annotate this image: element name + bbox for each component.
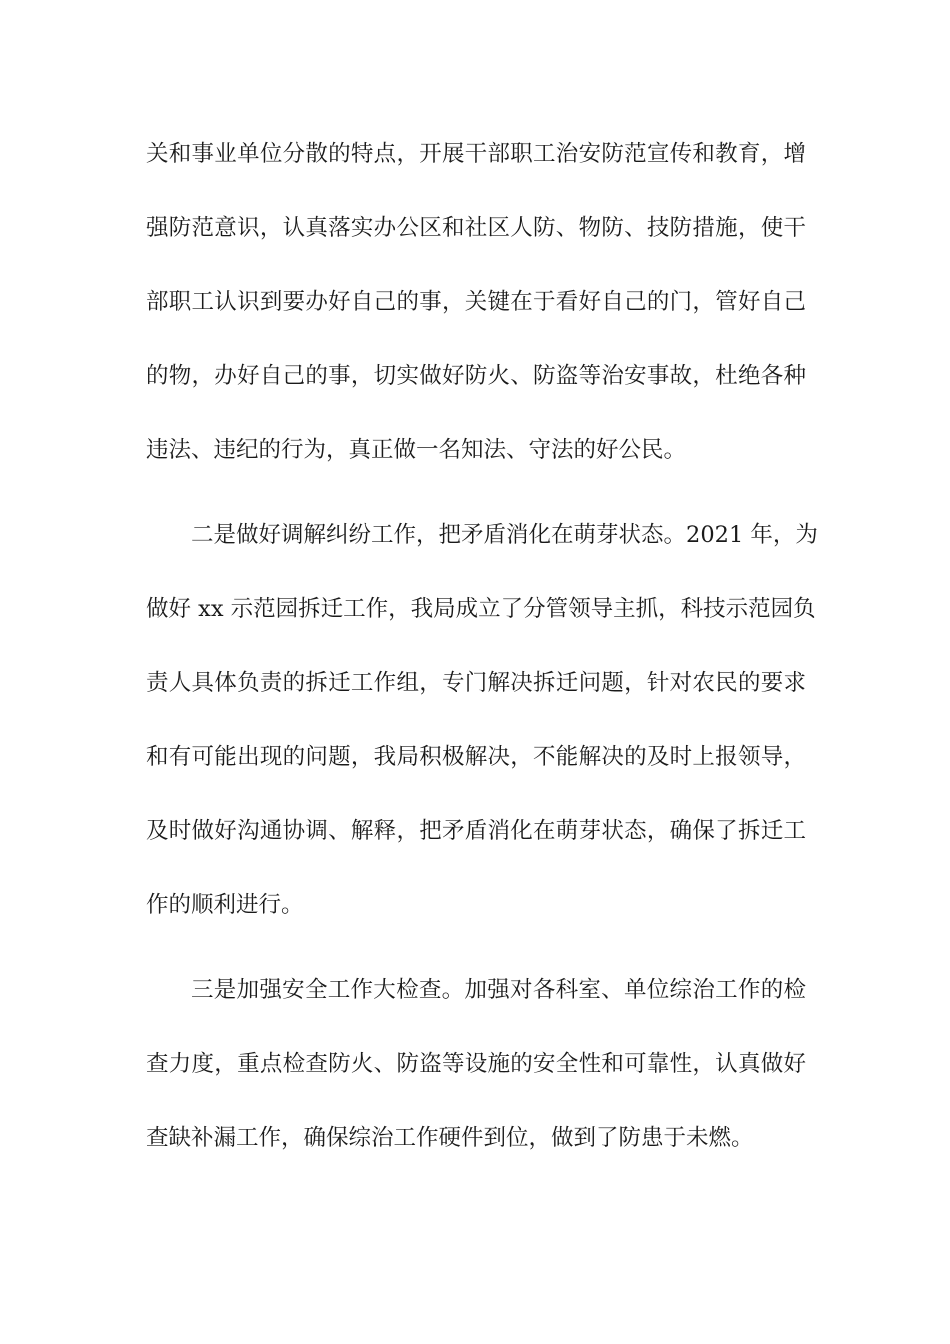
paragraph-line: 三是加强安全工作大检查。加强对各科室、单位综治工作的检 <box>191 977 806 1003</box>
paragraph-line: 强防范意识，认真落实办公区和社区人防、物防、技防措施，使干 <box>146 215 806 241</box>
paragraph-line: 责人具体负责的拆迁工作组，专门解决拆迁问题，针对农民的要求 <box>146 670 806 696</box>
paragraph-line: 违法、违纪的行为，真正做一名知法、守法的好公民。 <box>146 437 687 463</box>
paragraph-line: 的物，办好自己的事，切实做好防火、防盗等治安事故，杜绝各种 <box>146 363 806 389</box>
paragraph-line: 查缺补漏工作，确保综治工作硬件到位，做到了防患于未燃。 <box>146 1125 754 1151</box>
paragraph-line: 部职工认识到要办好自己的事，关键在于看好自己的门，管好自己 <box>146 289 806 315</box>
paragraph-line: 做好 xx 示范园拆迁工作，我局成立了分管领导主抓，科技示范园负 <box>146 596 816 622</box>
paragraph-line: 二是做好调解纠纷工作，把矛盾消化在萌芽状态。2021 年，为 <box>191 522 818 548</box>
paragraph-line: 作的顺利进行。 <box>146 892 304 918</box>
paragraph-line: 关和事业单位分散的特点，开展干部职工治安防范宣传和教育，增 <box>146 141 806 167</box>
paragraph-line: 查力度，重点检查防火、防盗等设施的安全性和可靠性，认真做好 <box>146 1051 806 1077</box>
paragraph-line: 及时做好沟通协调、解释，把矛盾消化在萌芽状态，确保了拆迁工 <box>146 818 806 844</box>
paragraph-line: 和有可能出现的问题，我局积极解决，不能解决的及时上报领导， <box>146 744 806 770</box>
